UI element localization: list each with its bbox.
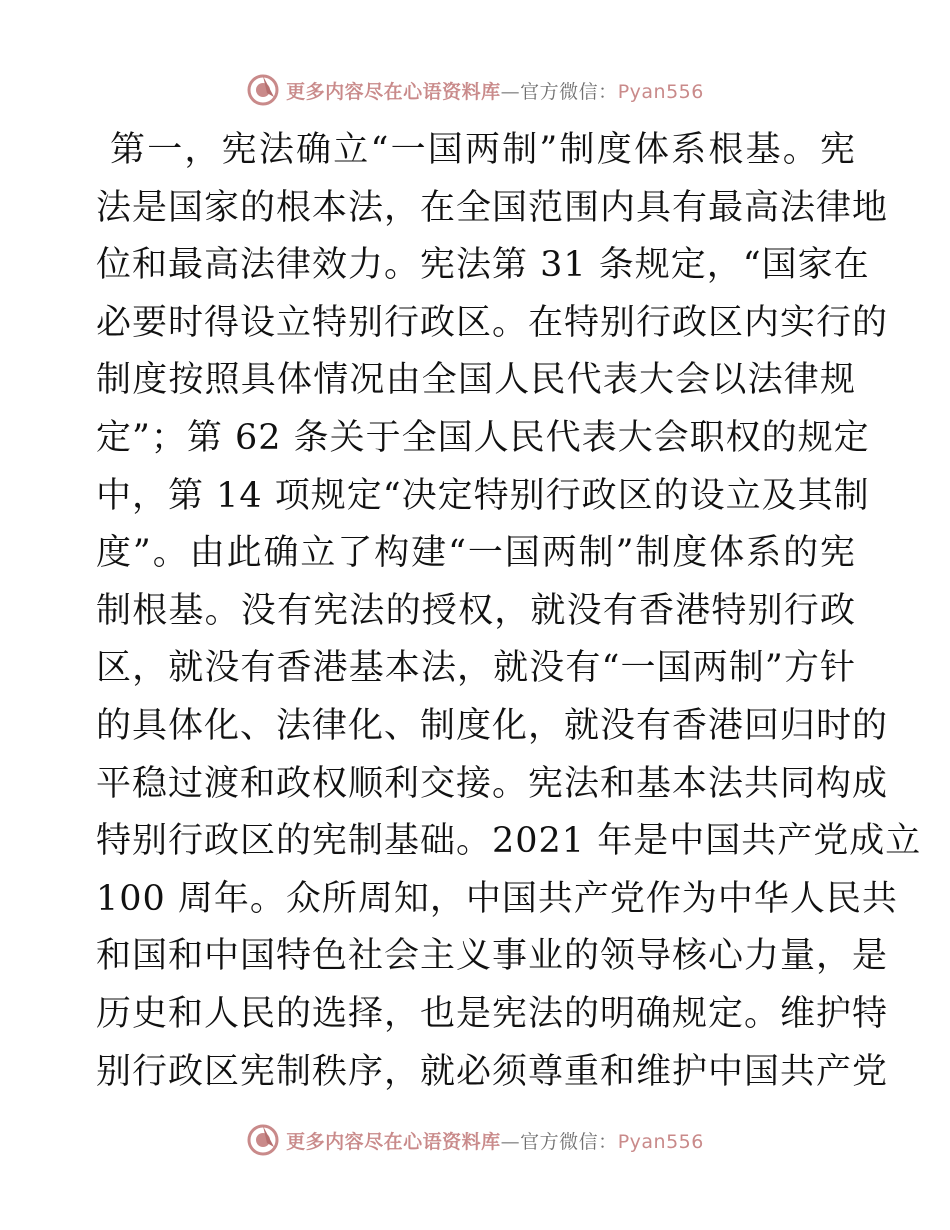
header-watermark — [0, 70, 950, 110]
watermark-text: 更多内容尽在心语资料库—官方微信：Pyan556 — [286, 80, 704, 103]
text-line: 和国和中国特色社会主义事业的领导核心力量，是 — [96, 936, 889, 977]
text-line: 的具体化、法律化、制度化，就没有香港回归时的 — [96, 705, 889, 746]
brand-logo-icon — [246, 73, 280, 107]
text-line: 必要时得设立特别行政区。在特别行政区内实行的 — [96, 302, 889, 343]
text-line: 历史和人民的选择，也是宪法的明确规定。维护特 — [96, 993, 889, 1034]
text-line: 定”；第 62 条关于全国人民代表大会职权的规定 — [96, 417, 870, 458]
watermark-text: 更多内容尽在心语资料库—官方微信：Pyan556 — [286, 1130, 704, 1153]
document-body — [96, 122, 922, 1101]
text-line: 制度按照具体情况由全国人民代表大会以法律规 — [96, 360, 856, 401]
text-line: 法是国家的根本法，在全国范围内具有最高法律地 — [96, 187, 889, 228]
text-line: 100 周年。众所周知，中国共产党作为中华人民共 — [96, 878, 898, 919]
text-line: 中，第 14 项规定“决定特别行政区的设立及其制 — [96, 475, 870, 516]
text-line: 度”。由此确立了构建“一国两制”制度体系的宪 — [96, 533, 856, 574]
footer-watermark — [0, 1120, 950, 1160]
text-line: 区，就没有香港基本法，就没有“一国两制”方针 — [96, 648, 856, 689]
text-line: 特别行政区的宪制基础。2021 年是中国共产党成立 — [96, 821, 922, 862]
text-line: 别行政区宪制秩序，就必须尊重和维护中国共产党 — [96, 1051, 889, 1092]
text-line: 制根基。没有宪法的授权，就没有香港特别行政 — [96, 590, 856, 631]
text-line: 位和最高法律效力。宪法第 31 条规定，“国家在 — [96, 245, 870, 286]
brand-logo-icon — [246, 1123, 280, 1157]
text-line: 第一，宪法确立“一国两制”制度体系根基。宪 — [110, 130, 856, 170]
text-line: 平稳过渡和政权顺利交接。宪法和基本法共同构成 — [96, 763, 889, 804]
